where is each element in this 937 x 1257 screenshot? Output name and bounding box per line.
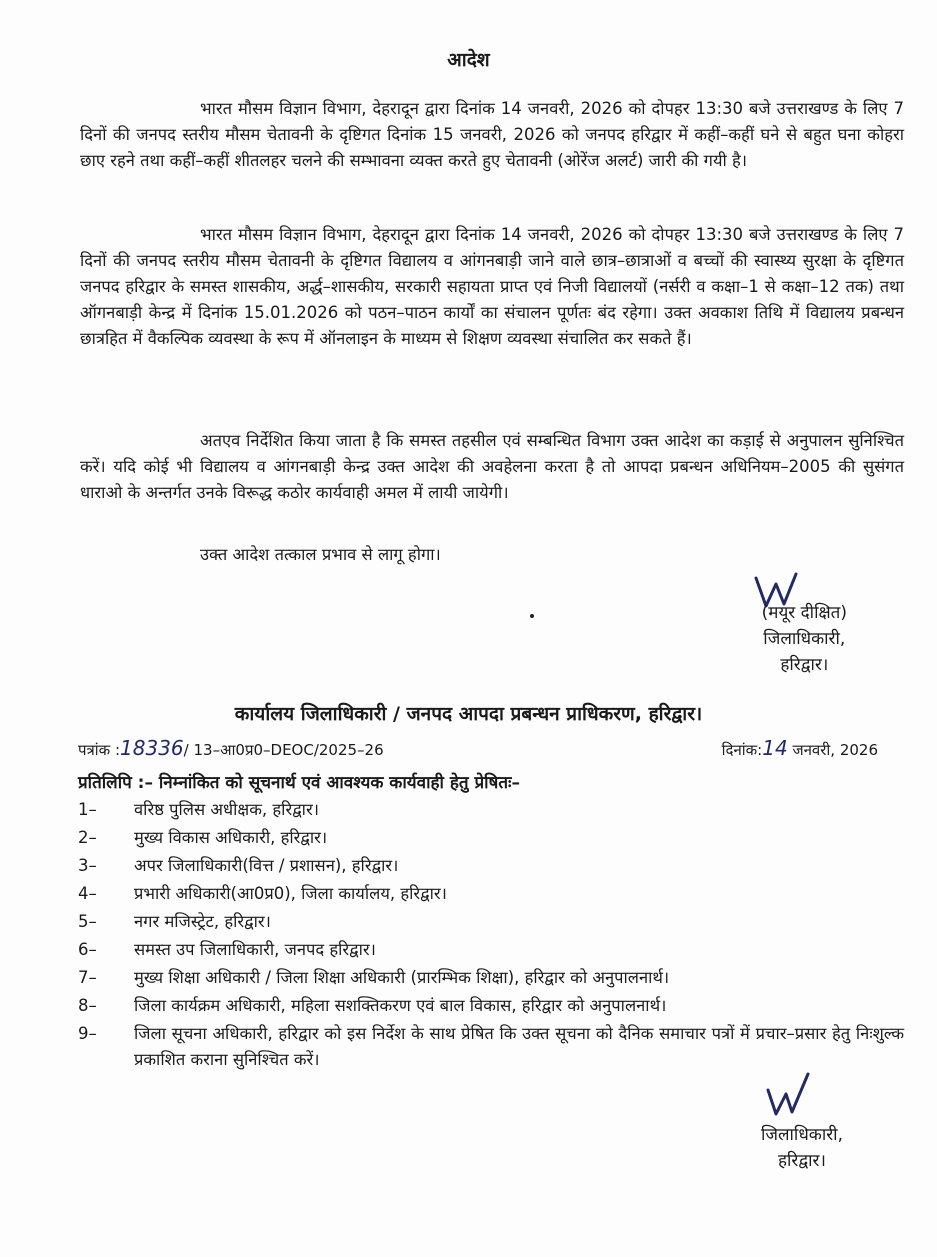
- signature-block-1: [762, 600, 847, 678]
- list-item: [78, 964, 904, 992]
- paragraph-1: भारत मौसम विज्ञान विभाग, देहरादून द्वारा दिनांक 14 जनवरी, 2026 को दोपहर 13:30 बजे उत्तराखण्ड के लिए 7 दिनों की जनपद स्तरीय मौसम चेतावनी के दृष्टिगत दिनांक 15 जनवरी, 2026 को जनपद हरिद्वार में कहीं–कहीं घने से बहुत घना कोहरा छाए रहने तथा कहीं–कहीं शीतलहर चलने की सम्भावना व्यक्त करते हुए चेतावनी (ओरेंज अलर्ट) जारी की गयी है।: [80, 99, 904, 170]
- list-item-number: 8–: [78, 996, 97, 1015]
- list-item-number: 7–: [78, 968, 97, 987]
- list-item: [78, 992, 904, 1020]
- ref-number-handwritten: 18336: [120, 736, 184, 760]
- list-item: [78, 936, 904, 964]
- list-item-number: 1–: [78, 800, 97, 819]
- list-item-text: वरिष्ठ पुलिस अधीक्षक, हरिद्वार।: [134, 800, 319, 819]
- paragraph-2: भारत मौसम विज्ञान विभाग, देहरादून द्वारा दिनांक 14 जनवरी, 2026 को दोपहर 13:30 बजे उत्तराखण्ड के लिए 7 दिनों की जनपद स्तरीय मौसम चेतावनी के दृष्टिगत विद्यालय व आंगनबाड़ी जाने वाले छात्र–छात्राओं व बच्चों की स्वास्थ्य सुरक्षा के दृष्टिगत जनपद हरिद्वार के समस्त शासकीय, अर्द्ध–शासकीय, सरकारी सहायता प्राप्त एवं निजी विद्यालयों (नर्सरी व कक्षा–1 से कक्षा–12 तक) तथा ऑगनबाड़ी केन्द्र में दिनांक 15.01.2026 को पठन–पाठन कार्यों का संचालन पूर्णतः बंद रहेगा। उक्त अवकाश तिथि में विद्यालय प्रबन्धन छात्रहित में वैकल्पिक व्यवस्था के रूप में ऑनलाइन के माध्यम से शिक्षण व्यवस्था संचालित कर सकते हैं।: [80, 225, 904, 348]
- signatory-place: हरिद्वार।: [780, 655, 829, 675]
- list-item-text: प्रभारी अधिकारी(आ0प्र0), जिला कार्यालय, हरिद्वार।: [134, 884, 447, 903]
- date-label: दिनांक:: [721, 741, 763, 759]
- list-item: [78, 908, 904, 936]
- signature-block-2: [761, 1122, 843, 1174]
- ink-dot: [530, 614, 534, 618]
- list-item-text: मुख्य विकास अधिकारी, हरिद्वार।: [134, 828, 328, 847]
- ref-suffix: / 13–आ0प्र0–DEOC/2025–26: [183, 741, 384, 759]
- date-suffix: जनवरी, 2026: [792, 741, 878, 759]
- list-item-number: 2–: [78, 828, 97, 847]
- paragraph-4: उक्त आदेश तत्काल प्रभाव से लागू होगा।: [200, 545, 441, 564]
- list-item-text: जिला कार्यक्रम अधिकारी, महिला सशक्तिकरण एवं बाल विकास, हरिद्वार को अनुपालनार्थ।: [134, 996, 667, 1015]
- list-item-number: 6–: [78, 940, 97, 959]
- signatory2-place: हरिद्वार।: [778, 1151, 826, 1171]
- list-item-text: नगर मजिस्ट्रेट, हरिद्वार।: [134, 912, 271, 931]
- reference-line: [78, 736, 878, 760]
- signatory-name: (मयूर दीक्षित): [761, 603, 847, 623]
- signature-scribble-2: [758, 1068, 828, 1128]
- list-item-number: 5–: [78, 912, 97, 931]
- office-header: कार्यालय जिलाधिकारी / जनपद आपदा प्रबन्धन प्राधिकरण, हरिद्वार।: [234, 703, 703, 725]
- list-item: [78, 852, 904, 880]
- ref-label: पत्रांक :: [78, 741, 121, 759]
- signatory2-designation: जिलाधिकारी,: [760, 1125, 843, 1145]
- list-item: [78, 824, 904, 852]
- list-item: [78, 1020, 904, 1073]
- date-handwritten: 14: [762, 736, 788, 760]
- list-item-text: जिला सूचना अधिकारी, हरिद्वार को इस निर्देश के साथ प्रेषित कि उक्त सूचना को दैनिक समाचार पत्रों में प्रचार–प्रसार हेतु निःशुल्क प्रकाशित कराना सुनिश्चित करें।: [134, 1024, 904, 1069]
- list-item-number: 3–: [78, 856, 97, 875]
- paragraph-3: अतएव निर्देशित किया जाता है कि समस्त तहसील एवं सम्बन्धित विभाग उक्त आदेश का कड़ाई से अनुपालन सुनिश्चित करें। यदि कोई भी विद्यालय व आंगनबाड़ी केन्द्र उक्त आदेश की अवहेलना करता है तो आपदा प्रबन्धन अधिनियम–2005 की सुसंगत धाराओ के अन्तर्गत उनके विरूद्ध कठोर कार्यवाही अमल में लायी जायेगी।: [80, 431, 904, 502]
- list-item-number: 9–: [78, 1024, 97, 1043]
- list-item-text: समस्त उप जिलाधिकारी, जनपद हरिद्वार।: [134, 940, 376, 959]
- list-item-text: मुख्य शिक्षा अधिकारी / जिला शिक्षा अधिकारी (प्रारम्भिक शिक्षा), हरिद्वार को अनुपालनार्थ।: [134, 968, 670, 987]
- list-item-number: 4–: [78, 884, 97, 903]
- copy-heading: प्रतिलिपि :– निम्नांकित को सूचनार्थ एवं आवश्यक कार्यवाही हेतु प्रेषितः–: [78, 773, 520, 793]
- list-item: [78, 880, 904, 908]
- copy-list: [78, 796, 904, 1073]
- signatory-designation: जिलाधिकारी,: [763, 629, 846, 649]
- order-title: आदेश: [447, 49, 490, 71]
- list-item: [78, 796, 904, 824]
- ref-date: [722, 736, 878, 760]
- list-item-text: अपर जिलाधिकारी(वित्त / प्रशासन), हरिद्वार।: [134, 856, 399, 875]
